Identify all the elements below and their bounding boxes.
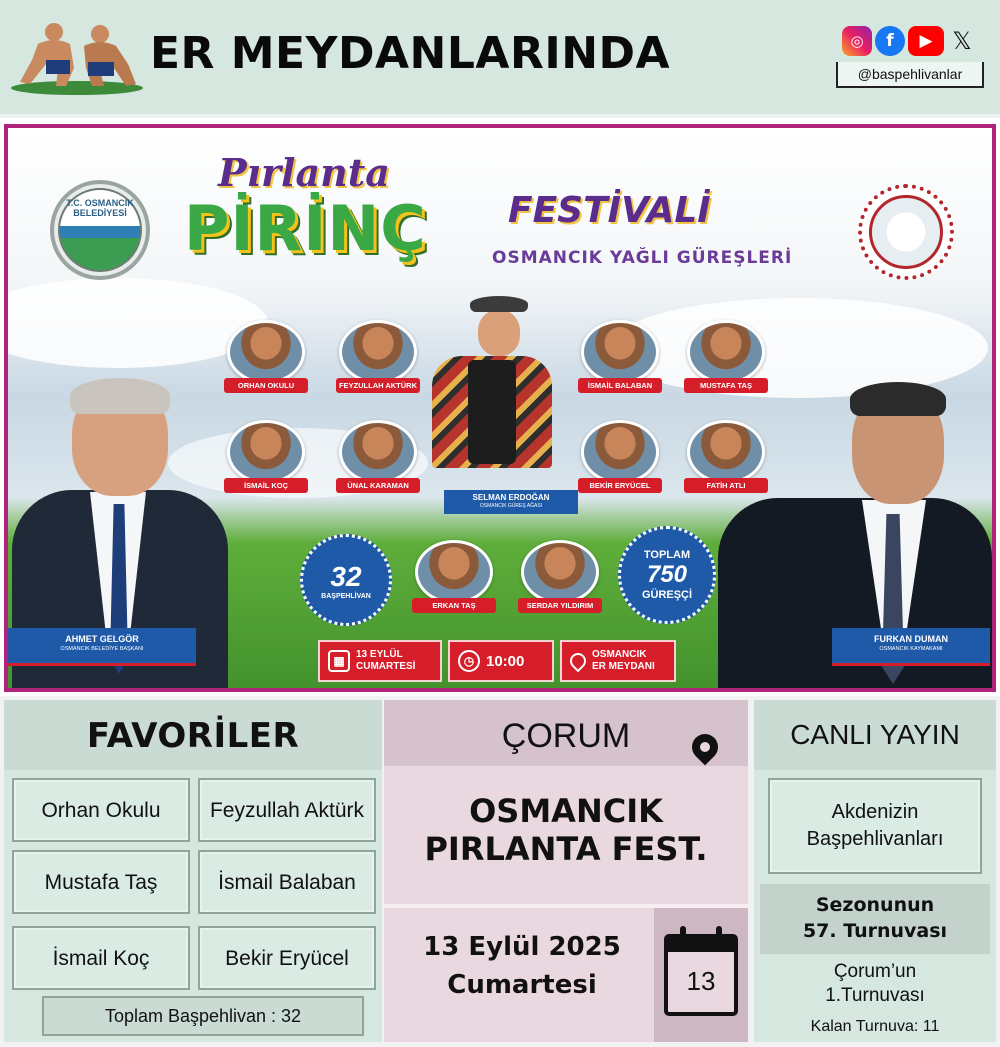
calendar-icon: ▦: [328, 650, 350, 672]
poster-title-pirlanta: Pırlanta: [218, 150, 390, 195]
poster-weekday: CUMARTESİ: [356, 661, 416, 672]
wrestler-photo: [521, 540, 599, 604]
favorite-item: Orhan Okulu: [12, 778, 190, 842]
x-icon[interactable]: 𝕏: [952, 27, 972, 55]
location-pin-icon: [567, 650, 590, 673]
mayor-hair: [70, 378, 170, 414]
mayor-name: AHMET GELGÖR: [65, 634, 139, 644]
agha-cap: [470, 296, 528, 312]
city-tour-line1: Çorum’un: [833, 961, 917, 982]
favorite-item: İsmail Balaban: [198, 850, 376, 914]
calendar-header: [668, 938, 734, 952]
favorites-total: Toplam Başpehlivan : 32: [42, 996, 364, 1036]
favorite-item: Feyzullah Aktürk: [198, 778, 376, 842]
alarm-clock-icon: ◷: [458, 650, 480, 672]
city-tournament: [754, 960, 996, 1008]
agha-vest: [468, 360, 516, 464]
wrestler-card: [518, 540, 602, 613]
poster-title-pirinc: PİRİNÇ: [184, 192, 427, 265]
agha-role: OSMANCIK GÜREŞ AĞASI: [479, 503, 543, 509]
event-name: [384, 792, 748, 868]
governor-name: FURKAN DUMAN: [874, 634, 948, 644]
wrestler-photo: [339, 420, 417, 484]
wrestler-card: [336, 320, 420, 393]
city-tour-line2: 1.Turnuvası: [825, 985, 925, 1006]
governorship-seal: [858, 184, 954, 280]
governor-name-plate: [832, 628, 990, 666]
wrestler-card: [224, 420, 308, 493]
poster-title-festivali: FESTİVALİ: [508, 190, 711, 231]
wrestler-name: BEKİR ERYÜCEL: [578, 478, 662, 493]
total-wrestlers-count: 750: [646, 561, 688, 588]
wrestler-card: [412, 540, 496, 613]
wrestler-card: [578, 420, 662, 493]
live-channel-line1: Akdenizin: [831, 801, 919, 823]
poster-canvas: [8, 128, 992, 688]
baspehlivan-count-badge: [300, 534, 392, 626]
wrestler-photo: [415, 540, 493, 604]
wrestler-name: SERDAR YILDIRIM: [518, 598, 602, 613]
favorites-heading: FAVORİLER: [4, 700, 382, 770]
wrestler-name: İSMAİL BALABAN: [578, 378, 662, 393]
info-panels: [0, 696, 1000, 1047]
governor-hair: [850, 382, 946, 416]
wrestler-photo: [227, 320, 305, 384]
wrestler-name: ÜNAL KARAMAN: [336, 478, 420, 493]
live-channel-button[interactable]: [768, 778, 982, 874]
wrestler-name: ERKAN TAŞ: [412, 598, 496, 613]
live-heading: CANLI YAYIN: [754, 700, 996, 770]
favorites-panel: [4, 700, 382, 1042]
poster-date-box: [318, 640, 442, 682]
wrestler-photo: [581, 420, 659, 484]
wrestler-photo: [339, 320, 417, 384]
event-date-line1: 13 Eylül 2025: [423, 932, 621, 962]
agha-name: SELMAN ERDOĞAN: [472, 493, 550, 502]
wrestling-agha-figure: [422, 296, 560, 486]
page-title: ER MEYDANLARINDA: [150, 28, 671, 79]
baspehlivan-label: BAŞPEHLİVAN: [321, 592, 371, 600]
wrestler-name: MUSTAFA TAŞ: [684, 378, 768, 393]
favorite-item: Bekir Eryücel: [198, 926, 376, 990]
wrestlers-logo: [8, 14, 146, 96]
mayor-name-plate: [8, 628, 196, 666]
agha-name-tag: [444, 490, 578, 514]
poster-place-line1: OSMANCIK: [592, 649, 647, 660]
poster-subtitle: OSMANCIK YAĞLI GÜREŞLERİ: [492, 248, 793, 268]
remaining-tournaments: Kalan Turnuva: 11: [810, 1018, 940, 1035]
season-tournament-box: [760, 884, 990, 954]
event-name-line2: PIRLANTA FEST.: [424, 830, 708, 868]
calendar-icon: [664, 934, 738, 1016]
season-line2: 57. Turnuvası: [802, 920, 948, 942]
calendar-ring: [716, 926, 722, 940]
header-banner: [0, 0, 1000, 118]
wrestler-card: [224, 320, 308, 393]
governorship-seal-emblem: [869, 195, 943, 269]
poster-time-box: [448, 640, 554, 682]
live-broadcast-panel: [754, 700, 996, 1042]
wrestler-name: İSMAİL KOÇ: [224, 478, 308, 493]
poster-date: 13 EYLÜL: [356, 649, 403, 660]
wrestler-card: [336, 420, 420, 493]
favorite-item: Mustafa Taş: [12, 850, 190, 914]
wrestler-name: ORHAN OKULU: [224, 378, 308, 393]
live-channel-line2: Başpehlivanları: [806, 828, 944, 850]
event-name-line1: OSMANCIK: [469, 792, 663, 830]
poster-place-box: [560, 640, 676, 682]
governor-role: OSMANCIK KAYMAKAMI: [879, 646, 943, 652]
favorite-item: İsmail Koç: [12, 926, 190, 990]
wrestler-card: [578, 320, 662, 393]
wrestler-name: FATİH ATLI: [684, 478, 768, 493]
social-handle[interactable]: @baspehlivanlar: [836, 62, 984, 88]
social-links: [842, 26, 977, 56]
season-line1: Sezonunun: [815, 894, 935, 916]
mayor-role: OSMANCIK BELEDİYE BAŞKANI: [60, 646, 144, 652]
agha-face: [478, 310, 520, 356]
total-label-bottom: GÜREŞÇİ: [641, 589, 693, 601]
wrestler-name: FEYZULLAH AKTÜRK: [336, 378, 420, 393]
total-label-top: TOPLAM: [643, 549, 691, 561]
poster-place-line2: ER MEYDANI: [592, 661, 655, 672]
facebook-icon[interactable]: f: [875, 26, 905, 56]
wrestler-photo: [581, 320, 659, 384]
total-wrestlers-badge: [618, 526, 716, 624]
poster-time: 10:00: [486, 652, 525, 670]
event-date: [384, 928, 660, 1004]
instagram-icon[interactable]: ◎: [842, 26, 872, 56]
calendar-box: [654, 908, 748, 1042]
baspehlivan-count: 32: [330, 560, 362, 592]
municipality-seal-text: T.C. OSMANCIK BELEDİYESİ: [58, 188, 142, 272]
event-city: ÇORUM: [384, 700, 748, 766]
festival-poster: [4, 124, 996, 692]
wrestler-photo: [227, 420, 305, 484]
event-panel: [384, 700, 748, 1042]
calendar-day: 13: [686, 966, 716, 996]
event-date-line2: Cumartesi: [447, 970, 597, 1000]
calendar-ring: [680, 926, 686, 940]
youtube-icon[interactable]: ▶: [908, 26, 944, 56]
municipality-seal: [50, 180, 150, 280]
